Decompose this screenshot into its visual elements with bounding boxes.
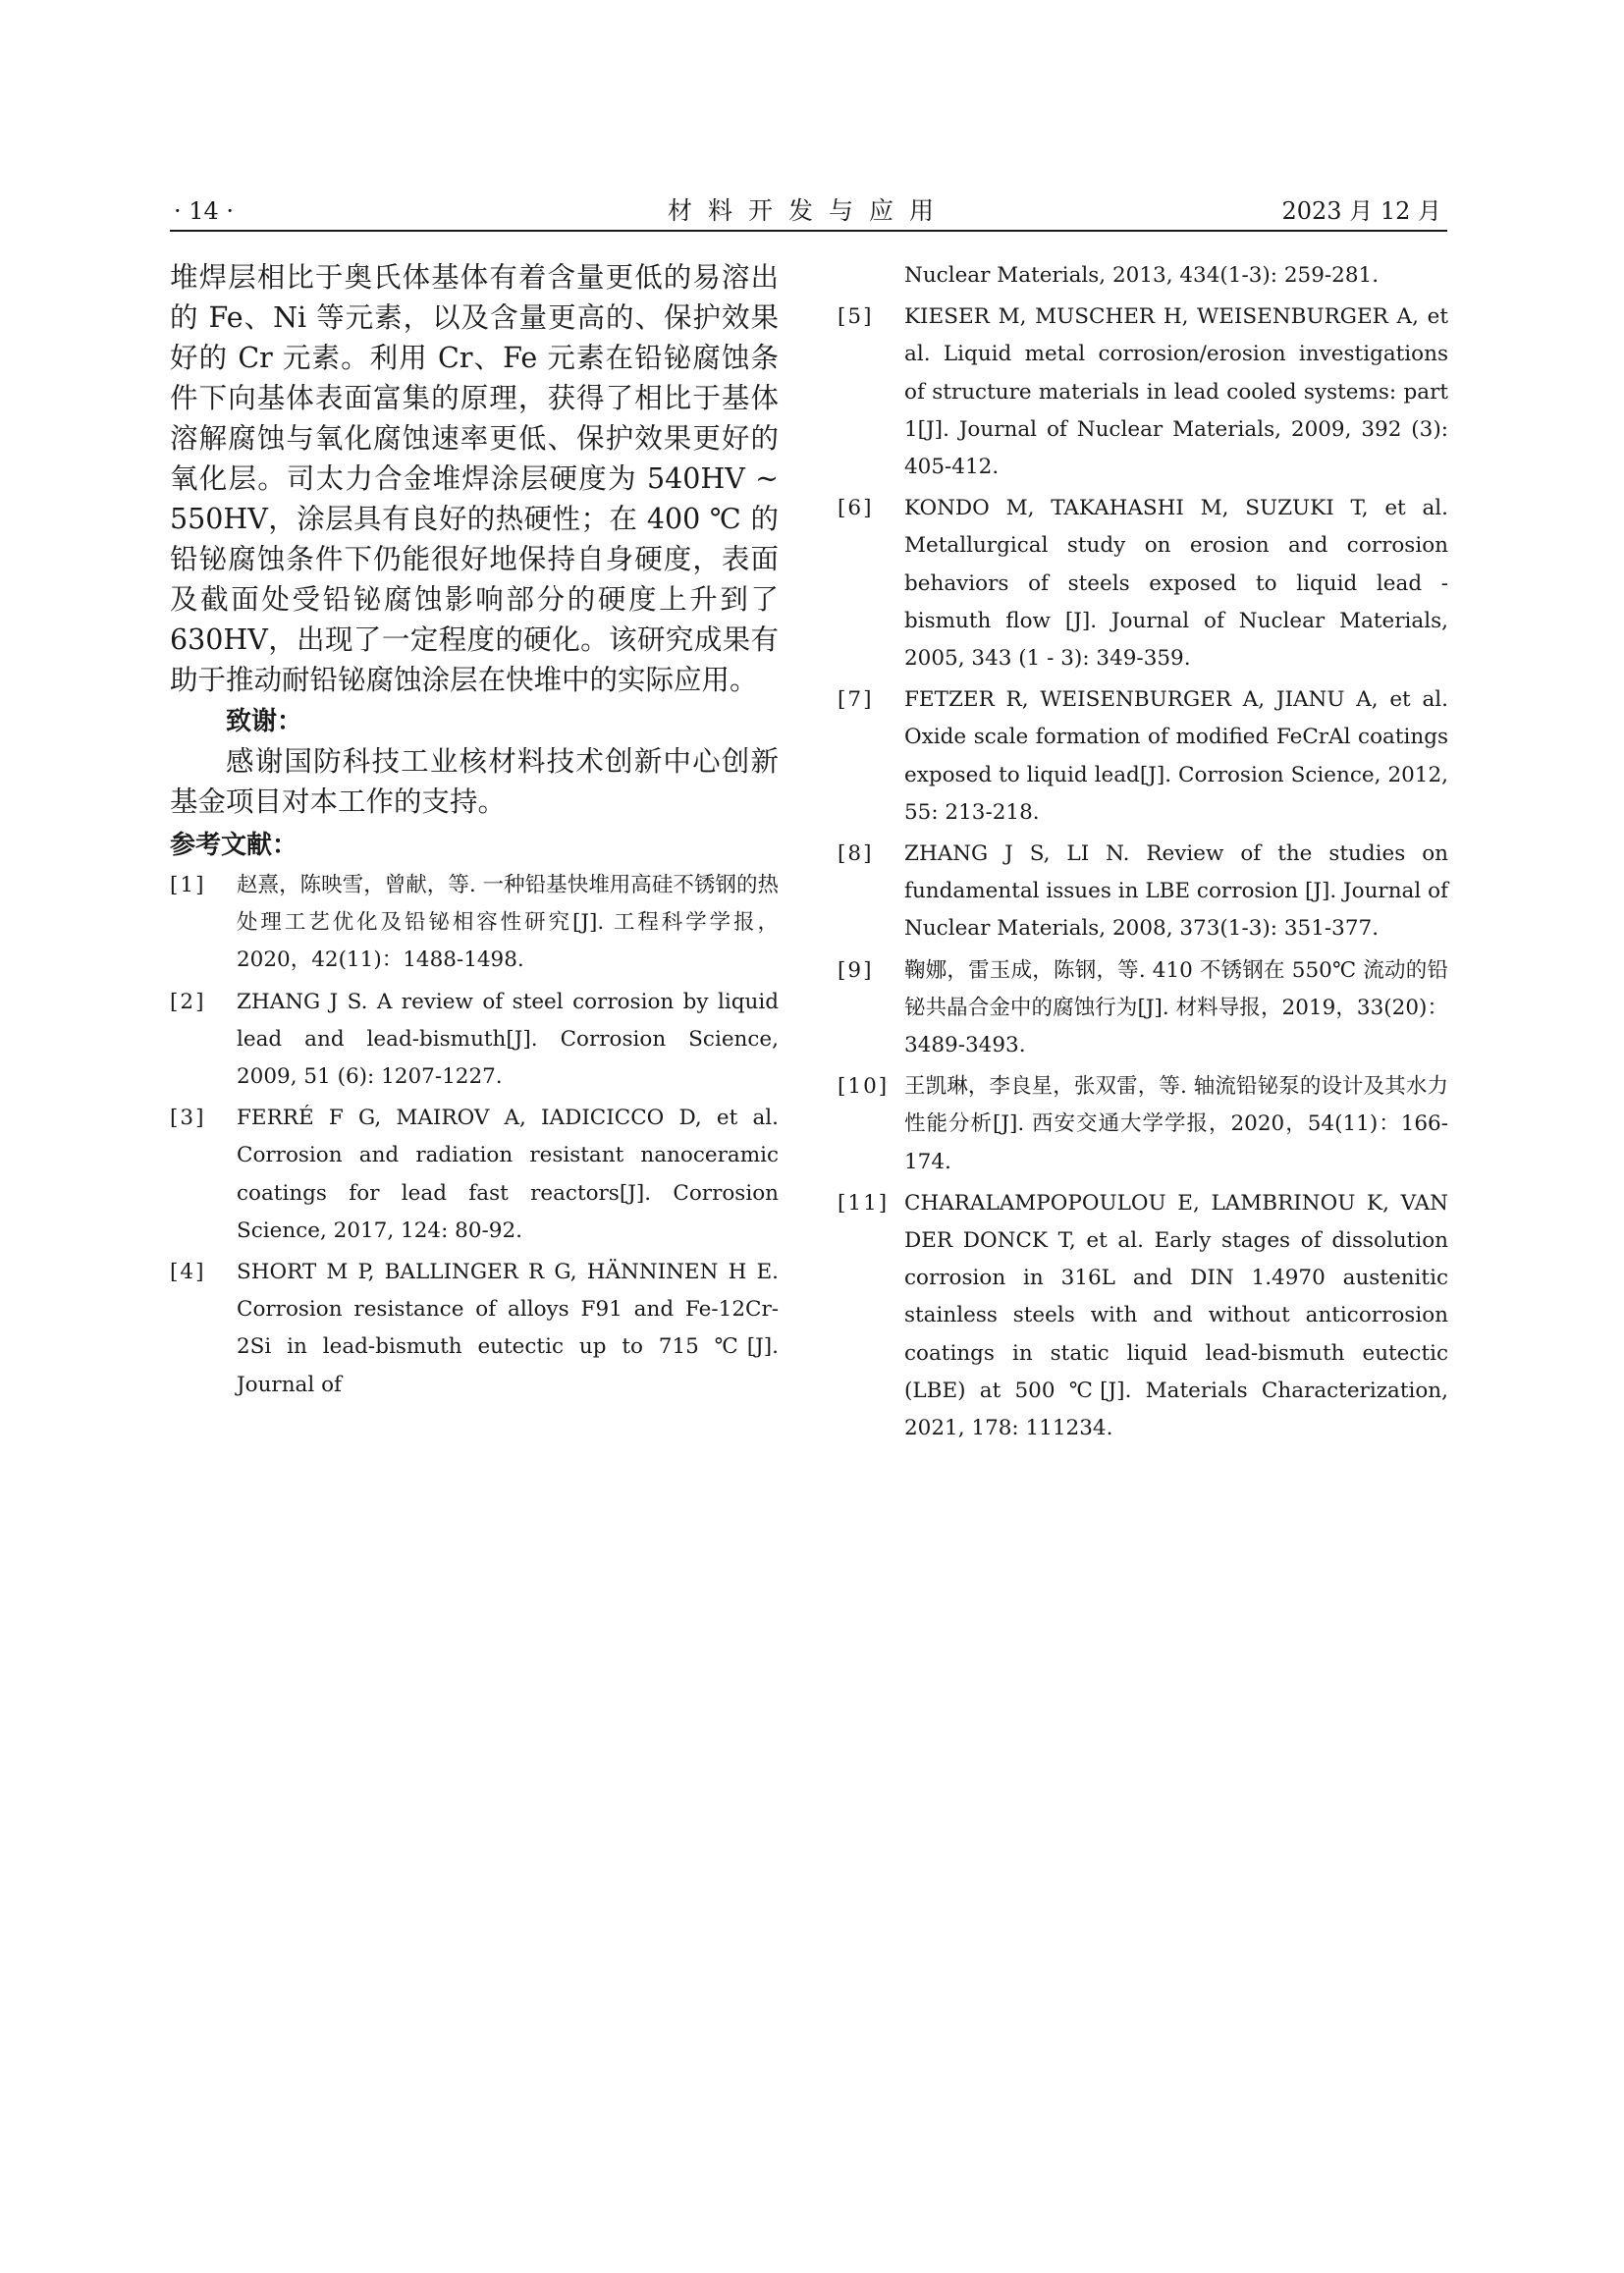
reference-text: 赵熹，陈映雪，曾献，等. 一种铅基快堆用高硅不锈钢的热处理工艺优化及铅铋相容性研究[J]. 工程科学学报，2020，42(11)：1488-1498. bbox=[237, 873, 779, 973]
reference-text: SHORT M P, BALLINGER R G, HÄNNINEN H E. Corrosion resistance of alloys F91 and Fe-12Cr-2Si in lead-bismuth eutectic up to 715 ℃[J]. Journal of bbox=[237, 1260, 779, 1397]
reference-number: [6] bbox=[838, 496, 874, 521]
reference-item bbox=[838, 836, 1448, 948]
reference-text: KONDO M, TAKAHASHI M, SUZUKI T, et al. Metallurgical study on erosion and corrosion behaviors of steels exposed to liquid lead - bismuth flow [J]. Journal of Nuclear Materials, 2005, 343 (1 - 3): 349-359. bbox=[904, 496, 1448, 672]
reference-item bbox=[838, 1185, 1448, 1447]
issue-date: 2023 月 12 月 bbox=[1281, 197, 1441, 225]
acknowledgement-text: 感谢国防科技工业核材料技术创新中心创新基金项目对本工作的支持。 bbox=[170, 745, 779, 818]
reference-item bbox=[838, 1068, 1448, 1181]
reference-text: FETZER R, WEISENBURGER A, JIANU A, et al. Oxide scale formation of modified FeCrAl coatings exposed to liquid lead[J]. Corrosion Science, 2012, 55: 213-218. bbox=[904, 687, 1448, 825]
reference-text: CHARALAMPOPOULOU E, LAMBRINOU K, VAN DER DONCK T, et al. Early stages of dissolution corrosion in 316L and DIN 1.4970 austenitic stainless steels with and without anticorrosion coatings in static liquid lead-bismuth eutectic (LBE) at 500 ℃[J]. Materials Characterization, 2021, 178: 111234. bbox=[904, 1190, 1448, 1441]
reference-text: 鞠娜，雷玉成，陈钢，等. 410 不锈钢在 550℃ 流动的铅铋共晶合金中的腐蚀行为[J]. 材料导报，2019，33(20)：3489-3493. bbox=[904, 957, 1448, 1058]
running-header bbox=[170, 194, 1447, 232]
right-column bbox=[838, 257, 1448, 1451]
journal-title: 材料开发与应用 bbox=[667, 196, 949, 225]
reference-item bbox=[838, 681, 1448, 832]
reference-text: KIESER M, MUSCHER H, WEISENBURGER A, et al. Liquid metal corrosion/erosion investigations of structure materials in lead cooled systems: part 1[J]. Journal of Nuclear Materials, 2009, 392 (3): 405-412. bbox=[904, 304, 1448, 480]
reference-number: [7] bbox=[838, 687, 874, 713]
page-number: · 14 · bbox=[174, 197, 235, 225]
reference-number: [5] bbox=[838, 304, 874, 330]
left-column bbox=[170, 257, 779, 1408]
reference-item bbox=[170, 867, 779, 980]
reference-continuation: Nuclear Materials, 2013, 434(1-3): 259-281. bbox=[904, 263, 1380, 288]
reference-item bbox=[838, 298, 1448, 486]
reference-number: [10] bbox=[838, 1074, 890, 1100]
acknowledgement-heading: 致谢： bbox=[226, 707, 303, 736]
reference-item bbox=[170, 1100, 779, 1250]
reference-number: [4] bbox=[170, 1260, 206, 1285]
reference-text: ZHANG J S. A review of steel corrosion by liquid lead and lead-bismuth[J]. Corrosion Science, 2009, 51 (6): 1207-1227. bbox=[237, 989, 779, 1090]
references-heading: 参考文献： bbox=[170, 831, 298, 860]
reference-item bbox=[170, 1254, 779, 1404]
reference-number: [8] bbox=[838, 841, 874, 867]
reference-number: [2] bbox=[170, 989, 206, 1014]
reference-item bbox=[170, 984, 779, 1097]
references-list-right bbox=[838, 298, 1448, 1447]
reference-number: [1] bbox=[170, 873, 206, 897]
reference-item bbox=[838, 490, 1448, 677]
reference-text: ZHANG J S, LI N. Review of the studies on fundamental issues in LBE corrosion [J]. Journal of Nuclear Materials, 2008, 373(1-3): 351-377. bbox=[904, 841, 1448, 942]
reference-number: [3] bbox=[170, 1106, 206, 1131]
reference-text: FERRÉ F G, MAIROV A, IADICICCO D, et al. Corrosion and radiation resistant nanoceramic coatings for lead fast reactors[J]. Corrosion Science, 2017, 124: 80-92. bbox=[237, 1106, 779, 1243]
reference-text: 王凯琳，李良星，张双雷，等. 轴流铅铋泵的设计及其水力性能分析[J]. 西安交通大学学报，2020，54(11)：166-174. bbox=[904, 1074, 1448, 1174]
references-list-left bbox=[170, 867, 779, 1404]
reference-number: [11] bbox=[838, 1190, 890, 1216]
reference-item bbox=[838, 952, 1448, 1065]
body-paragraph: 堆焊层相比于奥氏体基体有着含量更低的易溶出的 Fe、Ni 等元素，以及含量更高的、保护效果好的 Cr 元素。利用 Cr、Fe 元素在铅铋腐蚀条件下向基体表面富集的原理，获得了相比于基体溶解腐蚀与氧化腐蚀速率更低、保护效果更好的氧化层。司太力合金堆焊涂层硬度为 540HV ~ 550HV，涂层具有良好的热硬性；在 400 ℃ 的铅铋腐蚀条件下仍能很好地保持自身硬度，表面及截面处受铅铋腐蚀影响部分的硬度上升到了 630HV，出现了一定程度的硬化。该研究成果有助于推动耐铅铋腐蚀涂层在快堆中的实际应用。 bbox=[170, 261, 779, 696]
reference-number: [9] bbox=[838, 957, 874, 983]
